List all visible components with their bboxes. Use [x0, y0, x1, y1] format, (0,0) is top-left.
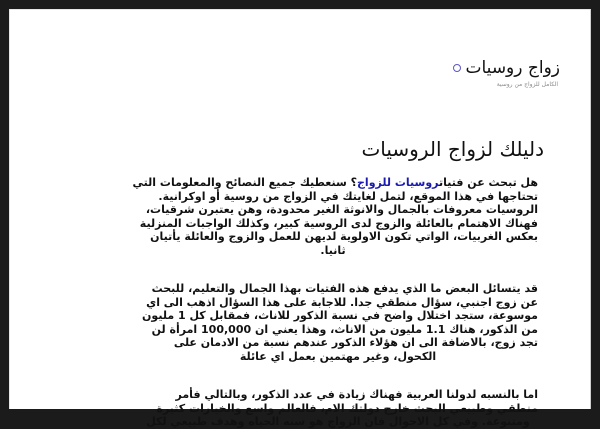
page — [9, 9, 591, 428]
site-title-row — [453, 58, 561, 78]
paragraph-2: قد يتسائل البعض ما الذي يدفع هذه الفتيات بهذا الجمال والتعليم، للبحث عن زوج اجنبي، سؤال منطقي جدا. للاجابة على هذا السؤال اذهب الى اي موسوعة، ستجد اختلال واضح في نسبة الذكور للاناث، فمقابل كل 1 مليون من الذكور، هناك 1.1 مليون من الاناث، وهذا يعني ان 100,000 امرأة لن تجد زوج، بالاضافة الى ان هؤلاء الذكور عندهم نسبة من الادمان على الكحول، وغير مهتمين بعمل اي عائلة — [142, 282, 538, 363]
circle-icon — [453, 64, 461, 72]
post-body — [118, 176, 538, 429]
paragraph-3: اما بالنسبه لدولنا العربية فهناك زيادة في عدد الذكور، وبالتالي فأمر منطقي وطبيعي البحث خارج دولتك الام، فالعالم واسع والخيارات كثيرة ومتنوعة. وفي كل الاحوال فان الزواج هو سنه الحياه وهدف طبيعي لكل — [146, 388, 538, 428]
post-title: دليلك لزواج الروسيات — [361, 137, 544, 161]
paragraph-1-intro: هل تبحث عن فتيات — [439, 176, 538, 189]
paragraph-1-rest: ؟ سنعطيك جميع النصائح والمعلومات التي تحتاجها في هذا الموقع، لتمل لغايتك في الزواج من روسية أو اوكرانية. الروسيات معروفات بالجمال والانوثة الغير محدودة، وهن يعتبرن شرقيات، فهناك الاهتمام بالعائلة والزوج لدى الروسية كبير، وكذلك الواجبات المنزلية بعكس الغربيات، الواتي تكون الاولوية لديهن للعمل والزوج والعائلة يأتيان ثانيا. — [132, 176, 538, 257]
site-tagline: الكامل للزواج من روسية — [496, 81, 558, 88]
post-content — [118, 134, 544, 429]
paragraph-1 — [128, 176, 538, 257]
russian-brides-link[interactable]: روسيات للزواج — [357, 176, 440, 189]
site-header — [453, 58, 561, 88]
site-title-link[interactable]: زواج روسيات — [465, 58, 560, 78]
